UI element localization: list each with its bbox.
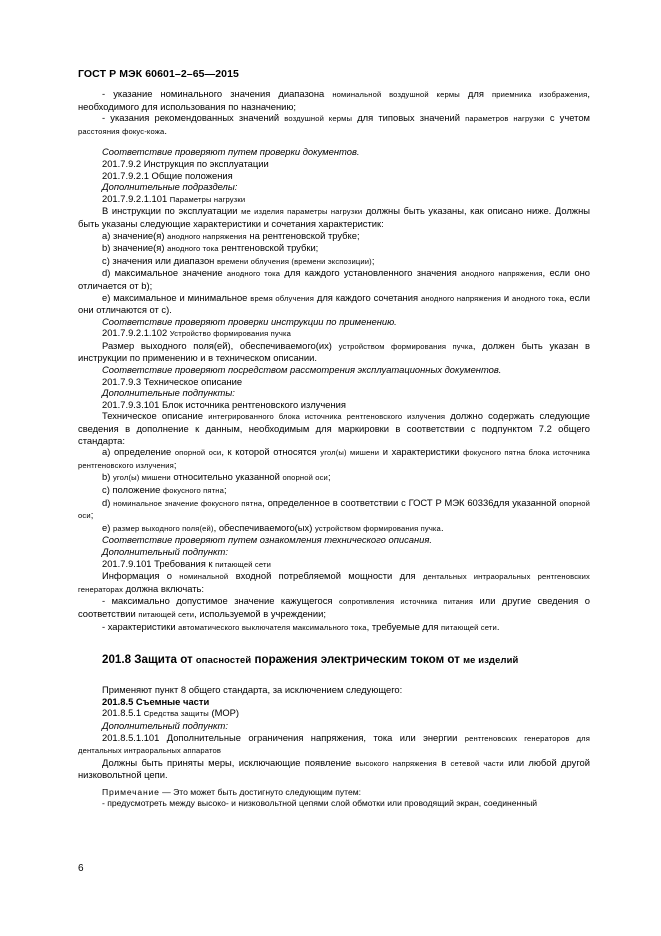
term: приемника изображения (491, 90, 588, 99)
term: сетевой части (450, 758, 504, 768)
text: ; (90, 509, 94, 521)
text: d) (102, 496, 114, 508)
term: опорной оси (282, 473, 328, 483)
page-number: 6 (78, 863, 84, 874)
compliance-note: Соответствие проверяют путем ознакомления технического описания. (102, 534, 432, 546)
text: должно содержать следующие сведения в дополнение к данным, необходимым для маркировки в соответствии с подпунктом 7.2 общего стандарта: (78, 410, 590, 446)
term: опорной оси (78, 498, 590, 521)
clause-heading (78, 732, 590, 757)
term: фокусного пятна (162, 486, 225, 495)
term: номинальное значение фокусного пятна (113, 498, 263, 508)
term: сопротивления источника питания (338, 597, 473, 607)
paragraph (78, 757, 590, 781)
term: высокого напряжения (355, 758, 437, 768)
term: опасностей (195, 654, 252, 666)
term: питающей сети (441, 622, 497, 632)
subclause-label: Дополнительный подпункт: (102, 545, 228, 557)
subclause-label: Дополнительные подразделы: (102, 181, 238, 193)
clause-heading: 201.7.9.2.1 Общие положения (102, 169, 233, 181)
text: Техническое описание (102, 410, 209, 422)
text: e) (102, 521, 113, 533)
note (78, 787, 590, 799)
text: входной потребляемой мощности для (228, 570, 423, 582)
text: c) значения или диапазон (102, 254, 217, 266)
text: 201.7.9.101 Требования к (102, 557, 216, 569)
text: В инструкции по эксплуатации (102, 205, 242, 217)
text: , обеспечиваемого(ых) (213, 521, 315, 533)
note: - предусмотреть между высоко- и низковольтной цепями слой обмотки или проводящий экран, соединенный (102, 798, 538, 809)
text: 201.7.9.2.1.101 (102, 192, 170, 204)
text: - характеристики (102, 620, 179, 632)
text: , необходимого для использования по назначению; (78, 88, 590, 112)
term: интегрированного блока источника рентгеновского излучения (208, 412, 446, 422)
text: b) значение(я) (102, 242, 168, 254)
paragraph (78, 112, 590, 137)
term: анодного напряжения (420, 293, 501, 303)
text: , используемой в учреждении; (194, 607, 326, 619)
term: номинальной воздушной кермы (332, 90, 460, 99)
text: - указания рекомендованных значений (102, 112, 285, 124)
text: поражения электрическим током от (251, 653, 464, 667)
term: ме изделий (463, 654, 519, 666)
section-heading (102, 653, 590, 667)
text: с учетом (544, 112, 590, 124)
text: должны быть указаны, как описано ниже. Должны быть указаны следующие характеристики и сочетания характеристик: (78, 205, 590, 229)
text: или другие сведения о соответствии (78, 595, 590, 619)
text: ; (371, 254, 375, 266)
clause-heading (78, 707, 590, 720)
list-item (78, 242, 590, 255)
text: Информация о (102, 570, 180, 582)
list-item (78, 595, 590, 620)
clause-heading: 201.8.5 Съемные части (102, 695, 210, 707)
term: питающей сети (215, 559, 271, 569)
clause-heading (78, 558, 590, 571)
term: устройством формирования пучка (314, 523, 441, 533)
list-item (78, 621, 590, 634)
text: для (459, 88, 492, 99)
text: на рентгеновской трубке; (246, 229, 360, 241)
text: . (440, 521, 444, 533)
text: 201.8.5.1 (102, 707, 144, 719)
text: - максимально допустимое значение кажущегося (102, 595, 339, 607)
text: и (500, 291, 513, 303)
term: анодного напряжения (461, 269, 543, 279)
list-item (78, 230, 590, 243)
text: Должны быть приняты меры, исключающие появление (102, 756, 356, 768)
compliance-note: Соответствие проверяют путем проверки документов. (102, 146, 360, 158)
text: рентгеновской трубки; (218, 242, 319, 254)
text: d) максимальное значение (102, 267, 227, 279)
subclause-label: Дополнительные подпункты: (102, 387, 235, 399)
term: номинальной (179, 572, 229, 582)
text: 201.8.5.1.101 Дополнительные ограничения напряжения, тока или энергии (102, 731, 465, 743)
text: . (164, 124, 167, 136)
text: - указание номинального значения диапазона (102, 88, 333, 99)
paragraph (78, 205, 590, 229)
text: , требуемые для (366, 620, 442, 632)
text: a) значение(я) (102, 229, 168, 241)
text: или любой другой низковольтной цепи. (78, 756, 590, 781)
list-item (78, 484, 590, 497)
term: размер выходного поля(ей) (112, 523, 214, 533)
term: фокусного пятна блока источника рентгеновского излучения (78, 448, 590, 470)
document-header: ГОСТ Р МЭК 60601–2–65—2015 (78, 68, 239, 80)
text: c) положение (102, 484, 163, 495)
term: автоматического выключателя максимального тока (178, 622, 367, 632)
term: дентальных интраоральных рентгеновских генераторах (78, 572, 590, 594)
paragraph (78, 410, 590, 446)
text: e) максимальное и минимальное (102, 291, 251, 303)
text: , если оно отличается от b); (78, 267, 590, 291)
term: опорной оси (174, 448, 222, 458)
compliance-note: Соответствие проверяют проверки инструкции по применению. (102, 315, 397, 327)
clause-heading: 201.7.9.3 Техническое описание (102, 375, 243, 387)
subclause-label: Дополнительный подпункт: (102, 719, 228, 731)
term: воздушной кермы (284, 114, 353, 124)
term: ме изделия параметры нагрузки (241, 207, 363, 217)
term: время облучения (250, 293, 314, 303)
text: , к которой относятся (221, 446, 321, 458)
term: угол(ы) мишени (112, 473, 171, 483)
term: параметров нагрузки (465, 114, 545, 124)
list-item (78, 292, 590, 316)
text: , определенное в соответствии с ГОСТ Р МЭК 60336для указанной (262, 496, 560, 508)
text: Размер выходного поля(ей), обеспечиваемого(их) (102, 339, 339, 351)
text: , должен быть указан в инструкции по применению и в техническом описании. (78, 339, 590, 364)
term: расстояния фокус-кожа (78, 126, 165, 136)
text: — Это может быть достигнуто следующим путем: (159, 786, 362, 797)
text: ; (173, 458, 177, 470)
list-item (78, 446, 590, 471)
paragraph (78, 88, 590, 112)
text: для каждого сочетания (313, 291, 421, 303)
text: . (496, 620, 500, 632)
list-item (78, 267, 590, 291)
text: (MOP) (208, 707, 240, 719)
paragraph (78, 570, 590, 595)
paragraph: Применяют пункт 8 общего стандарта, за исключением следующего: (102, 684, 403, 696)
term: Устройство формирования пучка (169, 329, 291, 339)
compliance-note: Соответствие проверяют посредством рассмотрения эксплуатационных документов. (102, 364, 502, 376)
term: Параметры нагрузки (169, 194, 246, 204)
text: для каждого установленного значения (280, 267, 462, 279)
list-item (78, 497, 590, 522)
term: рентгеновских генераторов для дентальных интраоральных аппаратов (78, 733, 590, 756)
text: 201.8 Защита от (102, 653, 196, 667)
term: анодного тока (512, 293, 564, 303)
text: должна включать: (123, 582, 205, 594)
term: анодного напряжения (167, 231, 247, 241)
term: времени облучения (времени экспозиции) (216, 256, 372, 266)
text: для типовых значений (352, 112, 466, 124)
text: 201.7.9.2.1.102 (102, 327, 170, 339)
paragraph (78, 340, 590, 364)
list-item (78, 471, 590, 484)
text: в (436, 756, 451, 768)
list-item (78, 522, 590, 535)
term: угол(ы) мишени (320, 448, 380, 458)
text: b) (102, 471, 113, 483)
clause-heading (78, 193, 590, 206)
term: питающей сети (138, 609, 195, 619)
clause-heading (78, 327, 590, 340)
term: Средства защиты (143, 709, 209, 719)
term: устройством формирования пучка (338, 341, 473, 351)
text: и характеристики (379, 446, 464, 458)
text: , если они отличаются от c). (78, 291, 590, 316)
note-label: Примечание (102, 786, 160, 797)
list-item (78, 255, 590, 268)
text: ; (224, 484, 227, 495)
document-body (78, 88, 590, 810)
clause-heading: 201.7.9.3.101 Блок источника рентгеновского излучения (102, 398, 346, 410)
clause-heading: 201.7.9.2 Инструкция по эксплуатации (102, 157, 269, 169)
text: ; (327, 471, 331, 483)
text: относительно указанной (170, 471, 283, 483)
term: анодного тока (226, 269, 281, 279)
term: анодного тока (167, 244, 219, 254)
spacer (78, 137, 590, 146)
text: a) определение (102, 446, 175, 458)
